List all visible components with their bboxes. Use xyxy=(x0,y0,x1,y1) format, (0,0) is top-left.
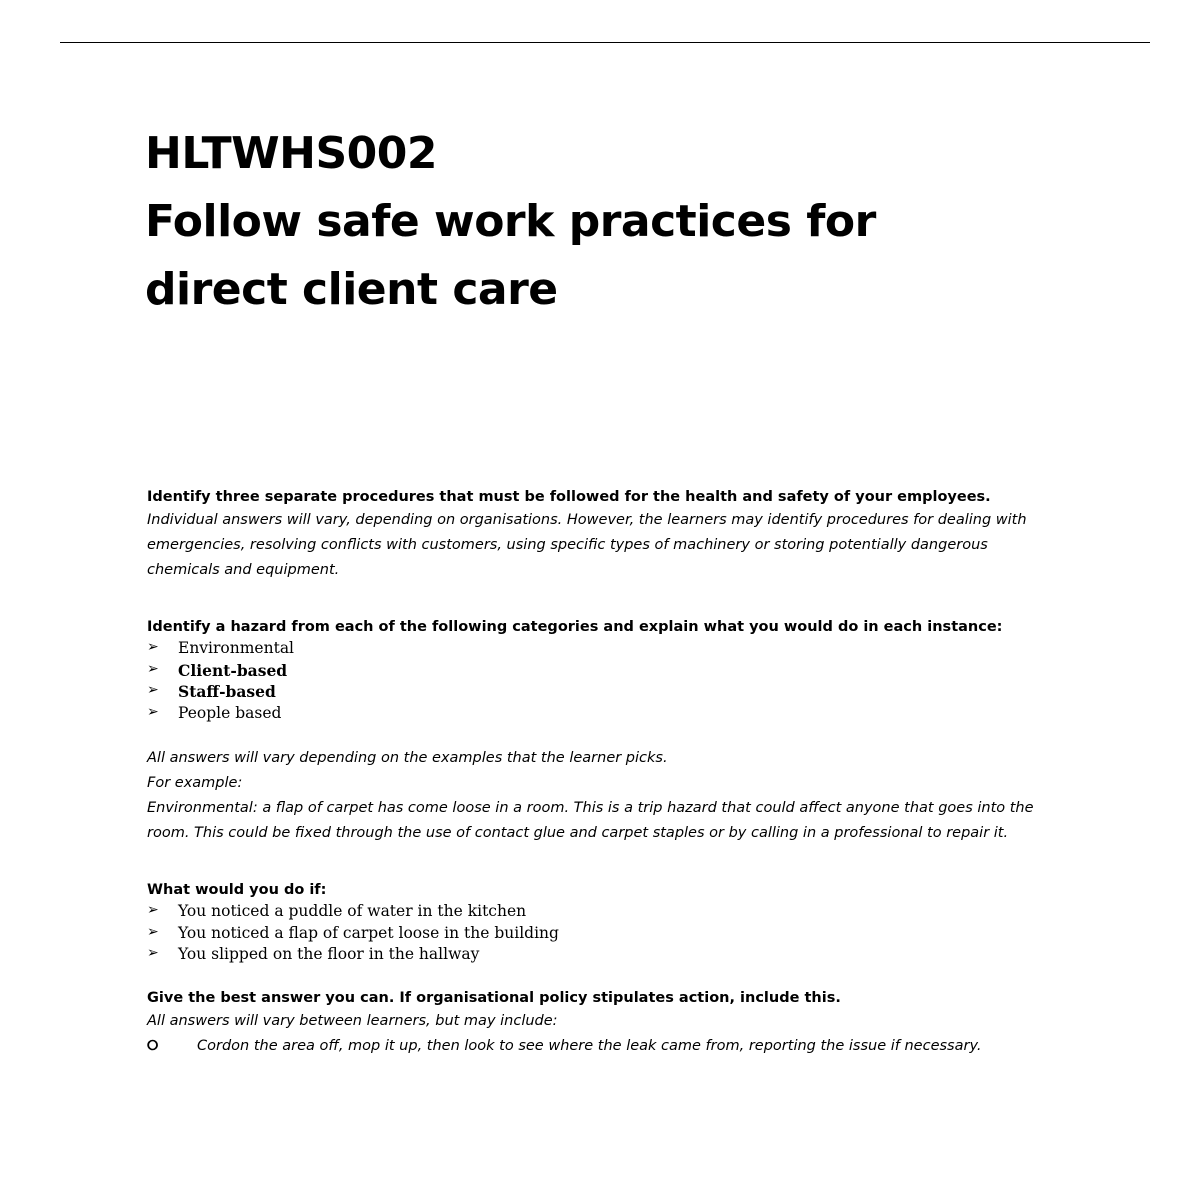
answer-text: All answers will vary between learners, but may include: xyxy=(147,1012,558,1029)
list-item xyxy=(147,703,1052,725)
arrow-bullet-icon: ➢ xyxy=(147,703,159,720)
paragraph-spacer xyxy=(147,724,1052,746)
question-heading: What would you do if: xyxy=(147,882,327,898)
section-procedures xyxy=(147,487,1052,583)
list-item-label: You slipped on the floor in the hallway xyxy=(178,945,480,963)
question-heading: Give the best answer you can. If organisational policy stipulates action, include this. xyxy=(147,989,841,1006)
section-hazard-categories xyxy=(147,617,1052,846)
question-heading: Identify a hazard from each of the following categories and explain what you would do in each instance: xyxy=(147,619,1003,635)
arrow-bullet-icon: ➢ xyxy=(147,682,159,698)
list-item xyxy=(147,901,1052,923)
header-divider xyxy=(60,42,1150,43)
answer-text: All answers will vary depending on the examples that the learner picks. xyxy=(147,750,668,766)
list-item-label: Staff-based xyxy=(178,682,276,701)
section-what-would-you-do xyxy=(147,880,1052,966)
list-item xyxy=(147,944,1052,966)
arrow-bullet-icon: ➢ xyxy=(147,639,159,655)
title-line-3: direct client care xyxy=(145,264,558,315)
list-item xyxy=(147,660,1052,682)
answer-bullet-list xyxy=(147,1034,1052,1059)
title-line-2: Follow safe work practices for xyxy=(145,196,876,247)
list-item-label: Environmental xyxy=(178,639,295,657)
list-item xyxy=(147,681,1052,703)
section-spacer xyxy=(147,966,1052,988)
arrow-bullet-icon: ➢ xyxy=(147,945,159,961)
title-line-1: HLTWHS002 xyxy=(145,128,437,179)
list-item-label: People based xyxy=(178,703,282,722)
section-best-answer xyxy=(147,988,1052,1059)
document-body xyxy=(147,487,1052,1059)
answer-text: Individual answers will vary, depending on organisations. However, the learners may identify procedures for dealing with emergencies, resolving conflicts with customers, using specific types of machinery or storing potentially dangerous chemicals and equipment. xyxy=(147,512,1027,578)
arrow-bullet-icon: ➢ xyxy=(147,902,159,918)
list-item xyxy=(147,923,1052,945)
hazard-category-list xyxy=(147,638,1052,724)
section-spacer xyxy=(147,583,1052,617)
arrow-bullet-icon: ➢ xyxy=(147,660,159,677)
list-item xyxy=(147,1034,1052,1059)
list-item-label: You noticed a flap of carpet loose in the building xyxy=(178,923,559,942)
answer-text: Environmental: a flap of carpet has come loose in a room. This is a trip hazard that could affect anyone that goes into the room. This could be fixed through the use of contact glue and carpet staples or by calling in a professional to repair it. xyxy=(147,800,1034,841)
arrow-bullet-icon: ➢ xyxy=(147,923,159,940)
list-item-label: You noticed a puddle of water in the kitchen xyxy=(178,902,527,920)
scenario-list xyxy=(147,901,1052,966)
list-item-label: Client-based xyxy=(178,660,288,680)
question-heading: Identify three separate procedures that must be followed for the health and safety of your employees. xyxy=(147,489,991,505)
answer-text: For example: xyxy=(147,775,243,791)
circle-bullet-icon: ⭘ xyxy=(147,1037,159,1054)
list-item xyxy=(147,638,1052,660)
list-item-label: Cordon the area off, mop it up, then look to see where the leak came from, reporting the issue if necessary. xyxy=(197,1037,982,1054)
section-spacer xyxy=(147,846,1052,880)
document-title xyxy=(145,120,1095,324)
